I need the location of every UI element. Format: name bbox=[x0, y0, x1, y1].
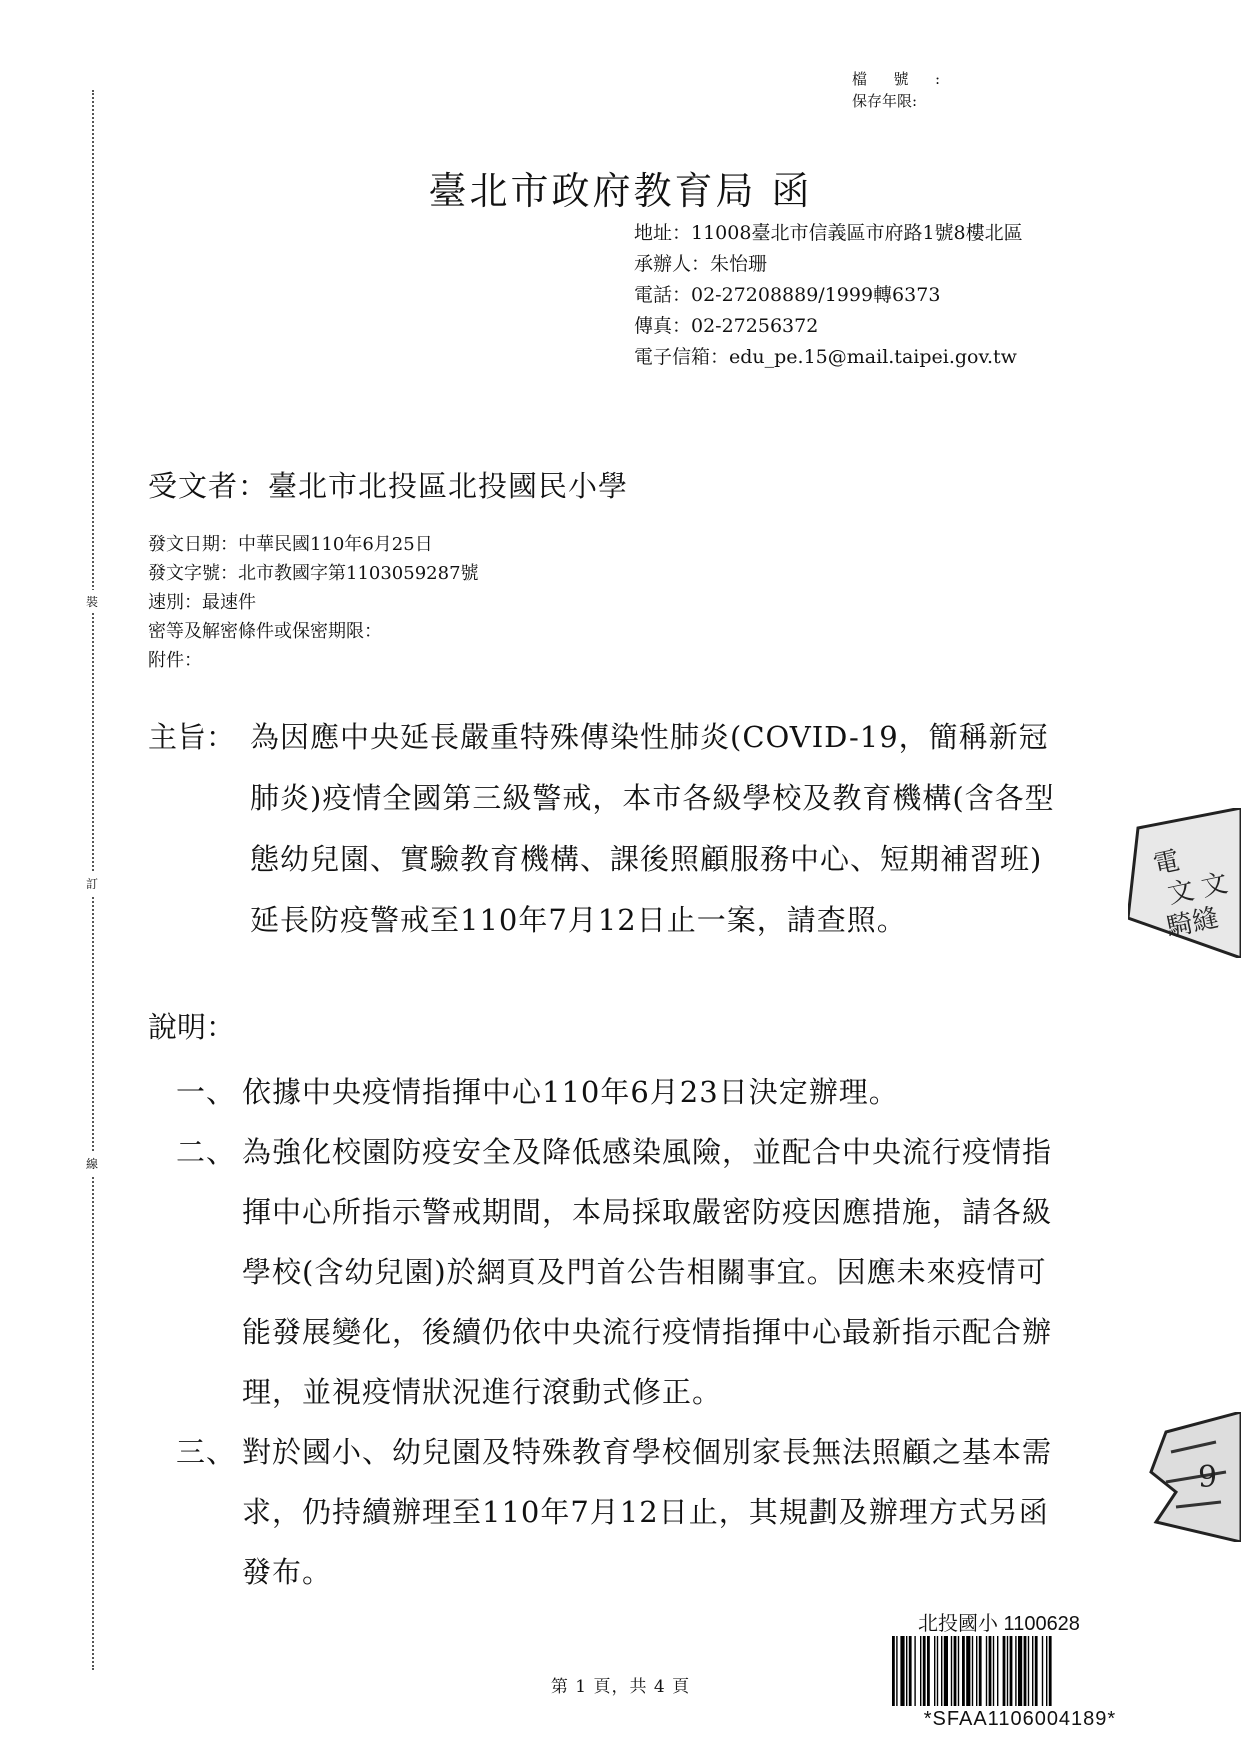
school-code: 北投國小 1100628 bbox=[918, 1613, 1080, 1635]
item-text: 依據中央疫情指揮中心110年6月23日決定辦理。 bbox=[242, 1075, 899, 1109]
document-number: 發文字號：北市教國字第1103059287號 bbox=[148, 563, 479, 584]
binding-mark-xian: 線 bbox=[86, 1152, 98, 1175]
attachment-line: 附件： bbox=[148, 650, 202, 671]
description-item bbox=[176, 1062, 1076, 1122]
phone-line: 電話：02-27208889/1999轉6373 bbox=[634, 284, 941, 306]
barcode-text: *SFAA1106004189* bbox=[923, 1708, 1117, 1730]
receiver-line: 受文者：臺北市北投區北投國民小學 bbox=[148, 469, 629, 503]
handler-line: 承辦人：朱怡珊 bbox=[634, 253, 768, 275]
subject-section bbox=[148, 707, 1068, 951]
svg-text:文 文: 文 文 bbox=[1165, 868, 1231, 911]
item-number: 一、 bbox=[176, 1075, 237, 1109]
subject-label: 主旨： bbox=[148, 720, 236, 754]
description-item bbox=[176, 1122, 1076, 1422]
document-title: 臺北市政府教育局 函 bbox=[428, 169, 813, 213]
description-label: 說明： bbox=[148, 1010, 236, 1044]
meta-block bbox=[148, 530, 479, 675]
secrecy-line: 密等及解密條件或保密期限： bbox=[148, 621, 382, 642]
binding-mark-ding: 訂 bbox=[86, 872, 98, 895]
svg-text:騎縫: 騎縫 bbox=[1163, 903, 1222, 944]
item-number: 二、 bbox=[176, 1135, 237, 1169]
retention-label: 保存年限: bbox=[852, 92, 918, 110]
page-number: 第 1 頁，共 4 頁 bbox=[550, 1677, 691, 1697]
address-line: 地址：11008臺北市信義區市府路1號8樓北區 bbox=[634, 222, 1023, 244]
item-text: 對於國小、幼兒園及特殊教育學校個別家長無法照顧之基本需求，仍持續辦理至110年7月12日止，其規劃及辦理方式另函發布。 bbox=[242, 1435, 1053, 1589]
fax-line: 傳真：02-27256372 bbox=[634, 315, 819, 337]
svg-text:電: 電 bbox=[1150, 845, 1183, 881]
description-item bbox=[176, 1422, 1076, 1602]
file-number-label: 檔號: bbox=[852, 70, 940, 88]
item-text: 為強化校園防疫安全及降低感染風險，並配合中央流行疫情指揮中心所指示警戒期間，本局採取嚴密防疫因應措施，請各級學校(含幼兒園)於網頁及門首公告相關事宜。因應未來疫情可能發展變化，後續仍依中央流行疫情指揮中心最新指示配合辦理，並視疫情狀況進行滾動式修正。 bbox=[242, 1135, 1053, 1409]
email-line: 電子信箱：edu_pe.15@mail.taipei.gov.tw bbox=[634, 346, 1017, 368]
subject-text: 為因應中央延長嚴重特殊傳染性肺炎(COVID-19，簡稱新冠肺炎)疫情全國第三級警戒，本市各級學校及教育機構(含各型態幼兒園、實驗教育機構、課後照顧服務中心、短期補習班)延長防疫警戒至110年7月12日止一案，請查照。 bbox=[250, 720, 1055, 937]
contact-block bbox=[634, 218, 1094, 373]
seam-seal-stamp bbox=[1128, 808, 1241, 958]
issue-date: 發文日期：中華民國110年6月25日 bbox=[148, 534, 433, 555]
speed-line: 速別：最速件 bbox=[148, 592, 256, 613]
page-mark-stamp bbox=[1146, 1412, 1241, 1542]
binding-mark-zhuang: 裝 bbox=[86, 590, 98, 613]
page-mark-number: 9 bbox=[1198, 1460, 1218, 1495]
filing-info bbox=[852, 68, 940, 112]
item-number: 三、 bbox=[176, 1435, 237, 1469]
